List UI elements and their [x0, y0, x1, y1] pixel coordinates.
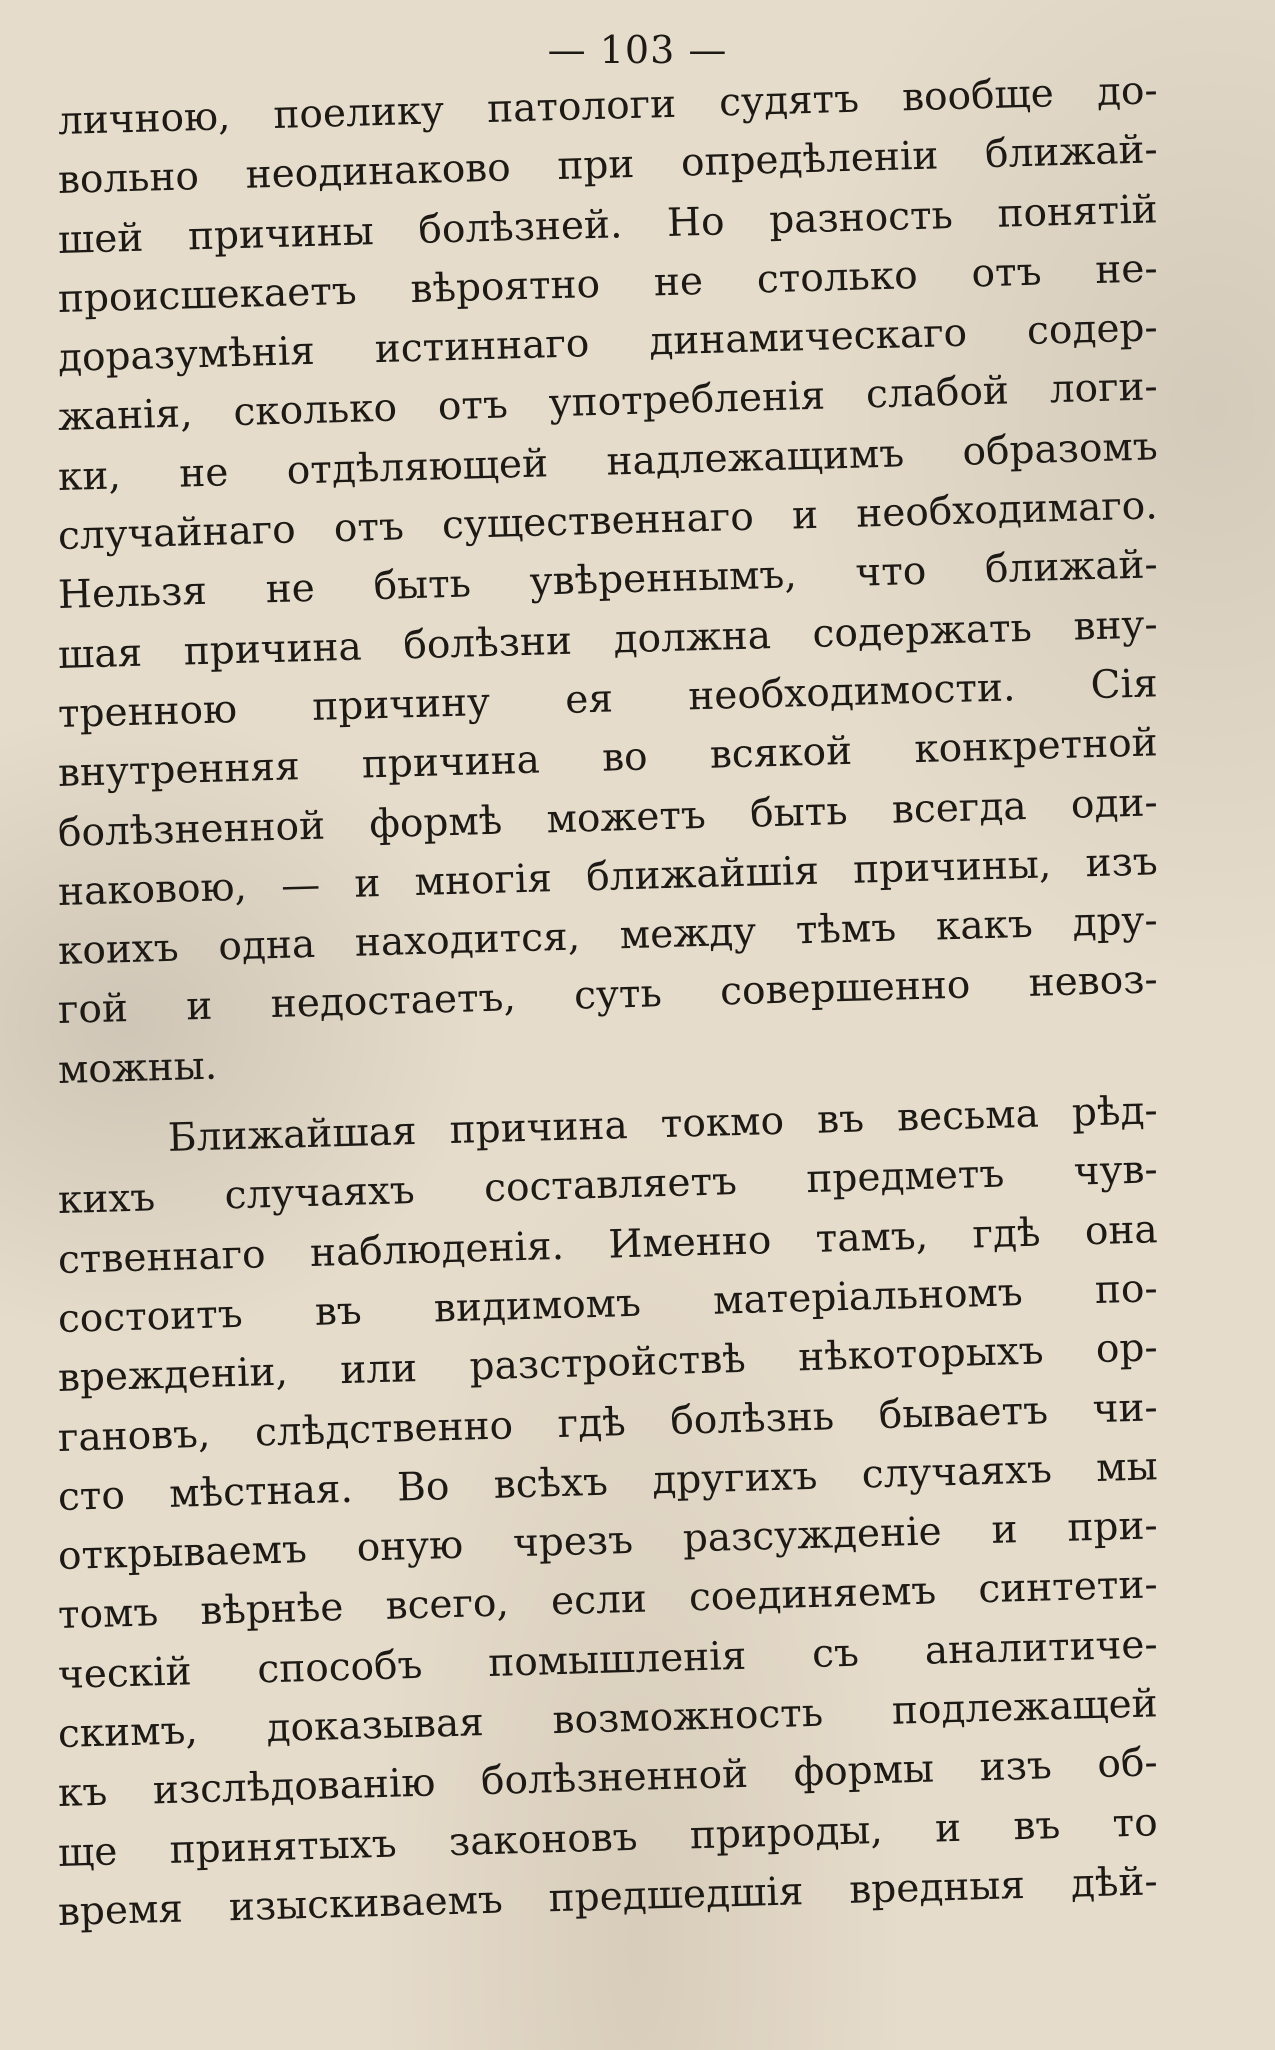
text-line: Нельзя не быть увѣреннымъ, что ближай-: [57, 542, 1159, 619]
text-line: сто мѣстная. Во всѣхъ другихъ случаяхъ мы: [57, 1444, 1159, 1520]
text-line: ственнаго наблюденія. Именно тамъ, гдѣ она: [57, 1206, 1159, 1283]
text-line: открываемъ оную чрезъ разсужденіе и при-: [57, 1503, 1159, 1580]
text-line: гановъ, слѣдственно гдѣ болѣзнь бываетъ чи-: [57, 1384, 1159, 1461]
text-line: внутренняя причина во всякой конкретной: [57, 720, 1159, 797]
text-line: состоитъ въ видимомъ матеріальномъ по-: [57, 1266, 1159, 1342]
text-line: ще принятыхъ законовъ природы, и въ то: [57, 1799, 1159, 1876]
text-body: [57, 68, 1159, 1942]
text-line: коихъ одна находится, между тѣмъ какъ дру-: [57, 898, 1159, 975]
text-line: происшекаетъ вѣроятно не столько отъ не-: [57, 246, 1159, 322]
text-line: доразумѣнія истиннаго динамическаго содер-: [57, 305, 1159, 382]
text-line: скимъ, доказывая возможность подлежащей: [57, 1681, 1159, 1758]
text-line: гой и недостаетъ, суть совершенно невоз-: [57, 957, 1159, 1034]
text-line: личною, поелику патологи судятъ вообще до-: [57, 68, 1159, 144]
text-line: болѣзненной формѣ можетъ быть всегда оди-: [57, 779, 1159, 856]
text-line: томъ вѣрнѣе всего, если соединяемъ синтети-: [57, 1562, 1159, 1639]
text-line: наковою, — и многія ближайшія причины, изъ: [57, 839, 1159, 915]
page-number: — 103 —: [547, 28, 728, 72]
text-line: ки, не отдѣляющей надлежащимъ образомъ: [57, 424, 1159, 500]
text-line: вольно неодинаково при опредѣленіи ближай-: [57, 127, 1159, 204]
text-line: врежденіи, или разстройствѣ нѣкоторыхъ ор-: [57, 1325, 1159, 1402]
text-line: время изыскиваемъ предшедшія вредныя дѣй-: [57, 1859, 1159, 1935]
text-line: кихъ случаяхъ составляетъ предметъ чув-: [57, 1147, 1159, 1224]
text-line: къ изслѣдованію болѣзненной формы изъ об-: [57, 1740, 1159, 1817]
text-line: жанія, сколько отъ употребленія слабой логи-: [57, 364, 1159, 441]
text-line: шей причины болѣзней. Но разность понятій: [57, 186, 1159, 263]
paragraph-2: [57, 1088, 1159, 1942]
text-line: тренною причину ея необходимости. Сія: [57, 661, 1159, 737]
text-line: Ближайшая причина токмо въ весьма рѣд-: [167, 1088, 1159, 1161]
paragraph-1: [57, 68, 1159, 1100]
text-line: ческій способъ помышленія съ аналитиче-: [57, 1622, 1159, 1698]
text-line: случайнаго отъ существеннаго и необходимаго.: [57, 483, 1159, 560]
text-line: можны.: [57, 1043, 218, 1093]
text-line: шая причина болѣзни должна содержать вну-: [57, 601, 1159, 678]
